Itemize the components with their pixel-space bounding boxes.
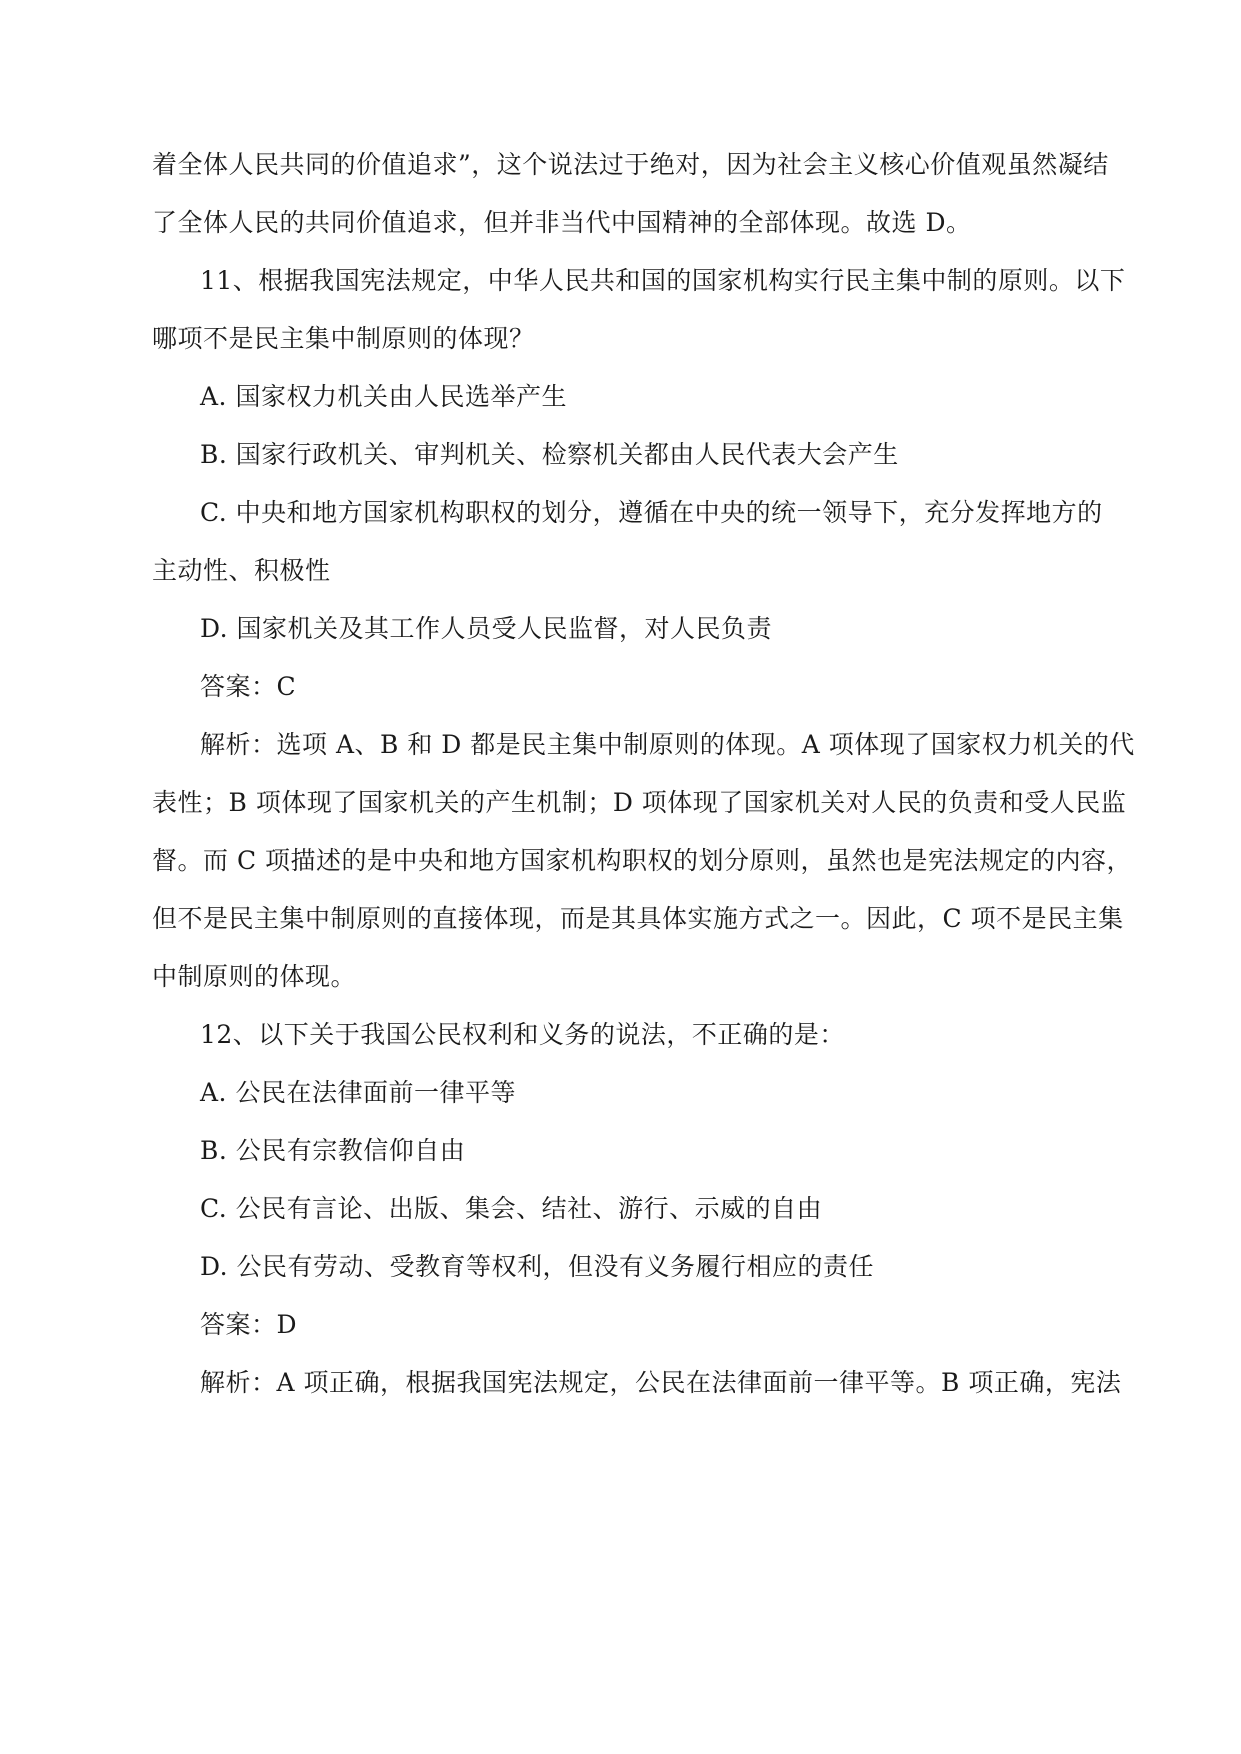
question-11-option-a: A. 国家权力机关由人民选举产生 xyxy=(200,382,567,411)
question-11-option-d: D. 国家机关及其工作人员受人民监督，对人民负责 xyxy=(200,614,773,643)
text-line-continuation: 了全体人民的共同价值追求，但并非当代中国精神的全部体现。故选 D。 xyxy=(152,208,972,237)
text-line-continuation: 着全体人民共同的价值追求”，这个说法过于绝对，因为社会主义核心价值观虽然凝结 xyxy=(152,150,1109,179)
question-11-option-c: C. 中央和地方国家机构职权的划分，遵循在中央的统一领导下，充分发挥地方的 xyxy=(200,498,1103,527)
question-11-answer: 答案：C xyxy=(200,672,297,701)
question-11-text-cont: 哪项不是民主集中制原则的体现？ xyxy=(152,324,535,353)
question-11-option-b: B. 国家行政机关、审判机关、检察机关都由人民代表大会产生 xyxy=(200,440,899,469)
question-11-analysis-cont: 中制原则的体现。 xyxy=(152,962,357,991)
question-11-analysis: 解析：选项 A、B 和 D 都是民主集中制原则的体现。A 项体现了国家权力机关的代 xyxy=(200,730,1135,759)
question-12-analysis: 解析：A 项正确，根据我国宪法规定，公民在法律面前一律平等。B 项正确，宪法 xyxy=(200,1368,1122,1397)
question-11-option-c-cont: 主动性、积极性 xyxy=(152,556,331,585)
question-11-analysis-cont: 表性；B 项体现了国家机关的产生机制；D 项体现了国家机关对人民的负责和受人民监 xyxy=(152,788,1127,817)
question-12-option-b: B. 公民有宗教信仰自由 xyxy=(200,1136,466,1165)
question-12-option-c: C. 公民有言论、出版、集会、结社、游行、示威的自由 xyxy=(200,1194,823,1223)
question-12-option-d: D. 公民有劳动、受教育等权利，但没有义务履行相应的责任 xyxy=(200,1252,875,1281)
question-11-text: 11、根据我国宪法规定，中华人民共和国的国家机构实行民主集中制的原则。以下 xyxy=(200,266,1126,295)
question-12-text: 12、以下关于我国公民权利和义务的说法，不正确的是： xyxy=(200,1020,845,1049)
question-12-answer: 答案：D xyxy=(200,1310,298,1339)
question-11-analysis-cont: 督。而 C 项描述的是中央和地方国家机构职权的划分原则，虽然也是宪法规定的内容， xyxy=(152,846,1133,875)
question-11-analysis-cont: 但不是民主集中制原则的直接体现，而是其具体实施方式之一。因此，C 项不是民主集 xyxy=(152,904,1124,933)
question-12-option-a: A. 公民在法律面前一律平等 xyxy=(200,1078,516,1107)
